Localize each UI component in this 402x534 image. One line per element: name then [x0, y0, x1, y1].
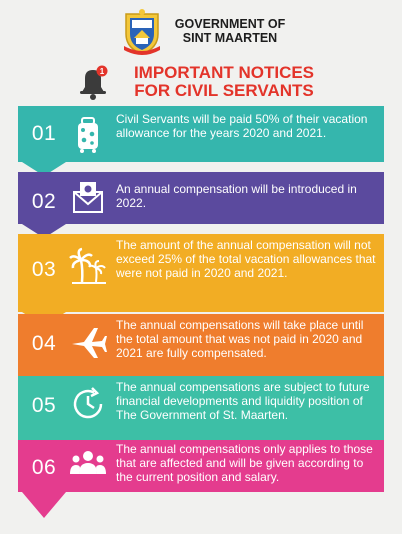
- item-number: 01: [31, 122, 57, 145]
- notice-item-01: [18, 106, 384, 176]
- item-number: 05: [31, 394, 57, 417]
- item-text: The annual compensations only applies to those that are affected and will be given according to the current position and salary.: [116, 442, 373, 485]
- notice-title: [118, 64, 330, 100]
- envelope-money-icon: [68, 178, 108, 218]
- item-number: 04: [31, 332, 57, 355]
- item-text: The amount of the annual compensation will not exceed 25% of the total vacation allowances that were not paid in 2020 and 2021.: [116, 238, 376, 281]
- notice-item-03: [18, 234, 384, 326]
- government-title: [172, 17, 288, 45]
- notice-item-06: [18, 440, 384, 520]
- palm-trees-icon: [68, 246, 108, 286]
- item-number: 03: [31, 258, 57, 281]
- notice-title-line1: IMPORTANT NOTICES: [133, 63, 315, 82]
- government-title-line2: SINT MAARTEN: [182, 31, 278, 45]
- item-text: Civil Servants will be paid 50% of their vacation allowance for the years 2020 and 2021.: [116, 112, 368, 141]
- notice-title-line2: FOR CIVIL SERVANTS: [134, 81, 314, 100]
- coat-of-arms-icon: [118, 8, 166, 56]
- people-group-icon: [68, 444, 108, 484]
- item-text: An annual compensation will be introduced in 2022.: [116, 182, 357, 211]
- item-number: 06: [31, 456, 57, 479]
- item-text: The annual compensations are subject to future financial developments and liquidity position of The Government of St. Maarten.: [116, 380, 370, 423]
- notice-item-02: [18, 172, 384, 238]
- luggage-icon: [68, 114, 108, 154]
- clock-refresh-icon: [68, 384, 108, 424]
- airplane-icon: [68, 322, 108, 362]
- header: [0, 0, 402, 60]
- bell-icon: [76, 64, 110, 100]
- item-number: 02: [31, 190, 57, 213]
- item-text: The annual compensations will take place until the total amount that was not paid in 2020 and 2021 are fully compensated.: [116, 318, 364, 361]
- notification-badge: 1: [99, 67, 105, 76]
- government-title-line1: GOVERNMENT OF: [174, 17, 286, 31]
